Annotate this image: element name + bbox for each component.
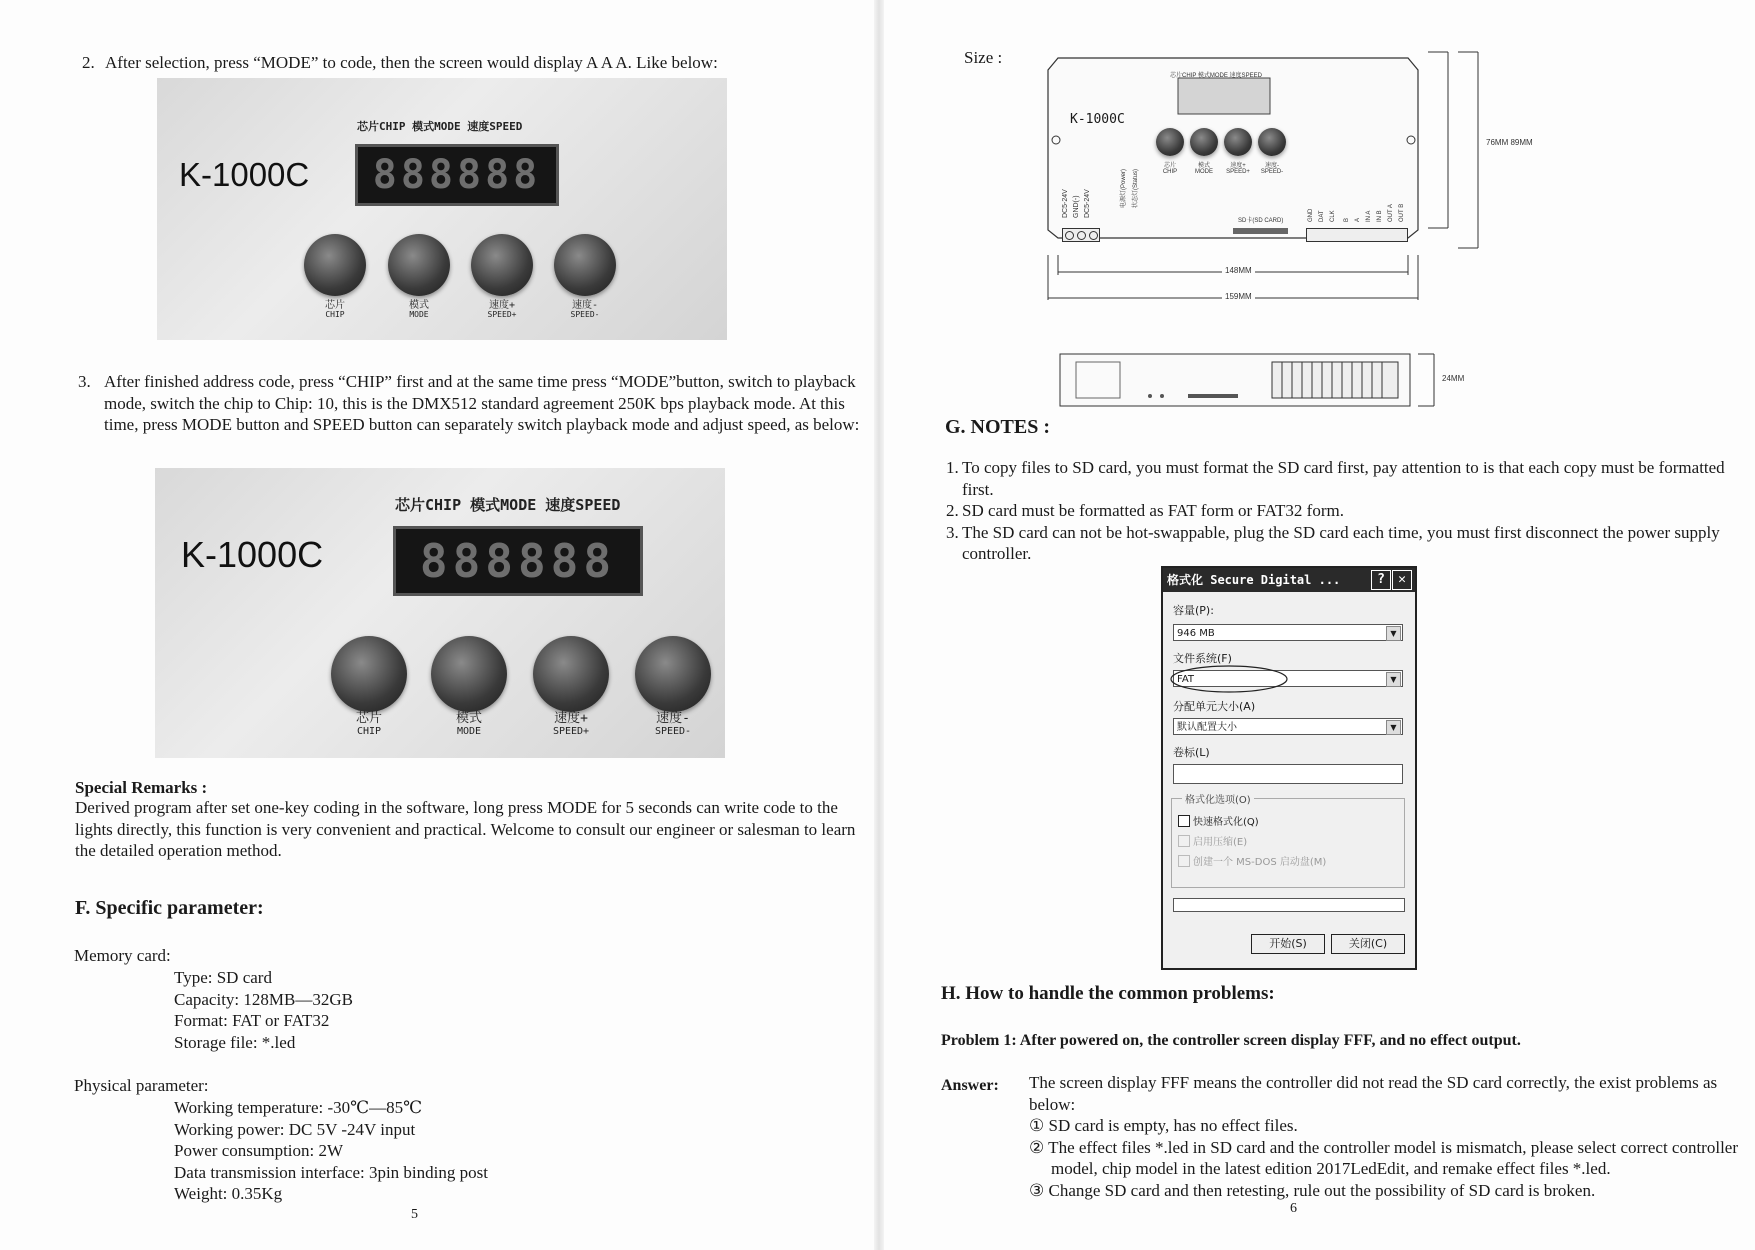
chip-button-label: 芯片 CHIP [355, 711, 382, 738]
capacity-label: 容量(P): [1173, 604, 1214, 617]
answer-label: Answer: [941, 1077, 999, 1094]
chip-button-label: 芯片 CHIP [325, 300, 345, 319]
compression-option: 启用压缩(E) [1178, 833, 1247, 848]
progress-bar [1173, 898, 1405, 912]
allocation-size-label: 分配单元大小(A) [1173, 700, 1256, 713]
side-view-drawing [1058, 352, 1593, 408]
close-icon[interactable]: ✕ [1392, 570, 1412, 590]
problem-1: Problem 1: After powered on, the controller screen display FFF, and no effect output. [941, 1032, 1521, 1049]
power-terminal-block [1062, 228, 1100, 242]
answer-item: ① SD card is empty, has no effect files. [1029, 1116, 1298, 1135]
mode-button [388, 234, 450, 296]
physical-item: Data transmission interface: 3pin binding post [174, 1162, 488, 1182]
signal-terminal-block [1306, 228, 1408, 242]
answer-body [1029, 1072, 1749, 1201]
page-number: 5 [411, 1207, 418, 1222]
section-h-title: H. How to handle the common problems: [941, 983, 1275, 1004]
help-button[interactable]: ? [1371, 570, 1391, 590]
speed-minus-button [635, 636, 711, 712]
memory-card-list [174, 967, 353, 1053]
step-number: 2. [82, 53, 95, 72]
step-3 [78, 371, 868, 436]
mode-button [431, 636, 507, 712]
note-item: 1. To copy files to SD card, you must format the SD card first, pay attention to is that each copy must be formatted first. [946, 458, 1725, 499]
step-number: 3. [78, 372, 91, 391]
chip-button [331, 636, 407, 712]
answer-text: The screen display FFF means the controller did not read the SD card correctly, the exist problems as below: [1029, 1073, 1718, 1114]
height-dimensions: 76MM 89MM [1486, 138, 1533, 147]
width-dimension-159: 159MM [1222, 292, 1255, 301]
drawing-mode-button [1190, 128, 1218, 156]
msdos-startup-option: 创建一个 MS-DOS 启动盘(M) [1178, 853, 1326, 868]
section-f-title: F. Specific parameter: [75, 897, 264, 919]
note-item: 2. SD card must be formatted as FAT form or FAT32 form. [946, 501, 1344, 520]
dialog-title: 格式化 Secure Digital ... [1167, 573, 1341, 587]
step-text: After finished address code, press “CHIP” first and at the same time press “MODE”button, switch to playback mode, switch the chip to Chip: 10, this is the DMX512 standard agreement 250K bps playback mode. At this time, press MODE button and SPEED button can separately switch playback mode and adjust speed, as below: [104, 372, 860, 434]
physical-item: Weight: 0.35Kg [174, 1184, 283, 1203]
file-system-label: 文件系统(F) [1173, 652, 1232, 665]
page-number: 6 [1290, 1201, 1297, 1216]
drawing-mode-label: 模式 MODE [1195, 163, 1213, 175]
memory-item: Storage file: *.led [174, 1032, 296, 1052]
format-options-label: 格式化选项(O) [1182, 791, 1254, 806]
photo-header: 芯片CHIP 模式MODE 速度SPEED [357, 120, 523, 133]
format-options-group [1171, 795, 1405, 888]
speed-plus-label: 速度+ SPEED+ [552, 711, 590, 738]
drawing-speed-plus-label: 速度+ SPEED+ [1226, 163, 1250, 175]
quick-format-option[interactable]: 快速格式化(Q) [1178, 813, 1259, 828]
capacity-select[interactable]: 946 MB ▼ [1173, 624, 1403, 641]
controller-photo-1 [157, 78, 727, 340]
physical-item: Power consumption: 2W [174, 1141, 344, 1160]
step-text: After selection, press “MODE” to code, then the screen would display A A A. Like below: [105, 53, 718, 72]
highlight-ellipse [1169, 664, 1289, 694]
chevron-down-icon: ▼ [1386, 626, 1401, 641]
drawing-header: 芯片CHIP 模式MODE 速度SPEED [1170, 73, 1262, 79]
special-remarks-text: Derived program after set one-key coding in the software, long press MODE for 5 seconds can write code to the lights directly, this function is very convenient and practical. Welcome to consult our engineer or salesman to learn the detailed operation method. [75, 798, 856, 860]
controller-photo-2 [155, 468, 725, 758]
lcd-display [393, 526, 643, 596]
drawing-speed-minus-label: 速度- SPEED- [1260, 163, 1284, 175]
note-item: 3. The SD card can not be hot-swappable, plug the SD card each time, you must first disconnect the power supply controller. [946, 522, 1720, 563]
mode-button-label: 模式 MODE [455, 711, 482, 738]
chevron-down-icon: ▼ [1386, 720, 1401, 735]
depth-dimension: 24MM [1442, 374, 1465, 383]
model-label: K-1000C [181, 534, 324, 575]
answer-item: ② The effect files *.led in SD card and the controller model is mismatch, please select correct controller model, chip model in the latest edition 2017LedEdit, and remake effect files *.led. [1029, 1137, 1738, 1178]
speed-plus-button [471, 234, 533, 296]
speed-plus-button [533, 636, 609, 712]
answer-item: ③ Change SD card and then retesting, rule out the possibility of SD card is broken. [1029, 1180, 1596, 1200]
volume-label-label: 卷标(L) [1173, 746, 1210, 759]
signal-terminal-labels: GND DAT CLK B A IN A IN B OUT A OUT B [1308, 203, 1405, 222]
width-dimension-148: 148MM [1222, 266, 1255, 275]
notes-list [946, 457, 1731, 565]
status-led-label: 状态灯(Status) [1133, 168, 1139, 208]
physical-item: Working power: DC 5V -24V input [174, 1119, 416, 1139]
step-2 [82, 52, 862, 74]
volume-label-input[interactable] [1173, 764, 1403, 784]
format-dialog [1161, 566, 1417, 970]
start-button[interactable]: 开始(S) [1251, 934, 1325, 954]
checkbox[interactable] [1178, 815, 1190, 827]
display-digits: 888888 [372, 152, 542, 198]
file-system-select[interactable]: FAT ▼ [1173, 670, 1403, 687]
drawing-speed-minus-button [1258, 128, 1286, 156]
speed-minus-button [554, 234, 616, 296]
sd-card-label: SD卡(SD CARD) [1238, 218, 1284, 224]
memory-card-label: Memory card: [74, 946, 171, 965]
close-button[interactable]: 关闭(C) [1331, 934, 1405, 954]
speed-minus-label: 速度- SPEED- [654, 711, 692, 738]
drawing-chip-label: 芯片 CHIP [1162, 163, 1178, 175]
physical-parameter-list [174, 1097, 488, 1205]
drawing-speed-plus-button [1224, 128, 1252, 156]
power-terminal-labels: DC5-24V GND(-) DC5-24V [1062, 189, 1091, 218]
dialog-titlebar [1163, 568, 1415, 592]
speed-plus-label: 速度+ SPEED+ [487, 300, 517, 319]
memory-item: Format: FAT or FAT32 [174, 1011, 330, 1030]
memory-item: Type: SD card [174, 968, 272, 987]
mode-button-label: 模式 MODE [409, 300, 429, 319]
allocation-size-select[interactable]: 默认配置大小 ▼ [1173, 718, 1403, 735]
display-digits: 888888 [419, 534, 617, 588]
drawing-chip-button [1156, 128, 1184, 156]
chevron-down-icon: ▼ [1386, 672, 1401, 687]
special-remarks-title: Special Remarks : [75, 778, 208, 797]
chip-button [304, 234, 366, 296]
lcd-display [355, 144, 559, 206]
size-drawing [1038, 50, 1578, 310]
memory-item: Capacity: 128MB—32GB [174, 989, 353, 1009]
photo-header: 芯片CHIP 模式MODE 速度SPEED [395, 496, 621, 514]
model-label: K-1000C [179, 156, 310, 193]
right-page [878, 0, 1755, 1250]
power-led-label: 电源灯(Power) [1121, 168, 1127, 208]
size-label: Size : [964, 48, 1003, 67]
physical-parameter-label: Physical parameter: [74, 1076, 209, 1095]
speed-minus-label: 速度- SPEED- [570, 300, 600, 319]
drawing-model: K-1000C [1070, 112, 1125, 127]
physical-item: Working temperature: -30℃—85℃ [174, 1098, 423, 1117]
section-g-title: G. NOTES : [945, 416, 1051, 438]
